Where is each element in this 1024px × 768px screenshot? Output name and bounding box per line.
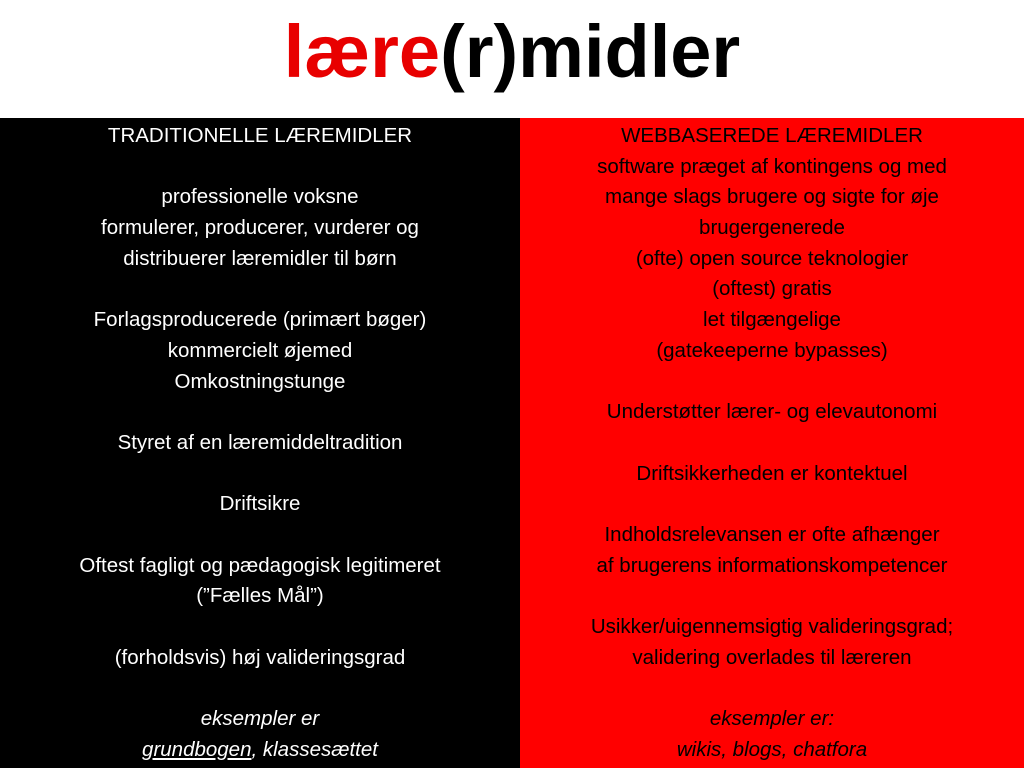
left-examples-rest: , klassesættet bbox=[251, 737, 378, 761]
right-text: Driftsikkerheden er kontektuel bbox=[636, 461, 908, 485]
right-heading: WEBBASEREDE LÆREMIDLER bbox=[621, 124, 923, 147]
right-text: brugergenerede bbox=[699, 216, 845, 240]
left-text: Styret af en læremiddeltradition bbox=[117, 430, 403, 454]
right-text: (gatekeeperne bypasses) bbox=[656, 338, 888, 362]
slide-title bbox=[0, 0, 1024, 118]
right-text: Usikker/uigennemsigtig valideringsgrad; bbox=[590, 615, 954, 638]
left-text: Driftsikre bbox=[219, 492, 301, 516]
right-text: Indholdsrelevansen er ofte afhænger bbox=[604, 522, 940, 546]
left-text: kommercielt øjemed bbox=[167, 338, 353, 362]
left-text: (”Fælles Mål”) bbox=[196, 584, 324, 608]
left-heading: TRADITIONELLE LÆREMIDLER bbox=[107, 124, 413, 147]
web-column bbox=[520, 118, 1024, 768]
right-examples-label: eksempler er: bbox=[709, 707, 835, 731]
right-text: Understøtter lærer- og elevautonomi bbox=[606, 400, 938, 424]
right-text: mange slags brugere og sigte for øje bbox=[605, 185, 939, 209]
right-examples: wikis, blogs, chatfora bbox=[676, 737, 868, 761]
right-text: af brugerens informationskompetencer bbox=[596, 553, 948, 577]
left-text: professionelle voksne bbox=[161, 185, 359, 209]
left-text: Forlagsproducerede (primært bøger) bbox=[93, 308, 427, 332]
right-text: validering overlades til læreren bbox=[632, 645, 912, 669]
right-text: (ofte) open source teknologier bbox=[635, 246, 909, 270]
left-text: Oftest fagligt og pædagogisk legitimeret bbox=[79, 553, 441, 577]
right-text: (oftest) gratis bbox=[712, 277, 832, 301]
left-examples bbox=[0, 735, 520, 766]
left-text: formulerer, producerer, vurderer og bbox=[101, 216, 419, 240]
left-text: Omkostningstunge bbox=[174, 369, 346, 393]
right-text: let tilgængelige bbox=[703, 308, 841, 332]
left-examples-label: eksempler er bbox=[200, 707, 320, 731]
title-red-part: lære bbox=[283, 10, 441, 93]
right-text: software præget af kontingens og med bbox=[597, 154, 947, 178]
left-text: distribuerer læremidler til børn bbox=[123, 246, 397, 270]
traditional-column bbox=[0, 118, 520, 768]
left-examples-underlined: grundbogen bbox=[142, 737, 252, 761]
left-text: (forholdsvis) høj valideringsgrad bbox=[114, 645, 406, 669]
title-black-part: (r)midler bbox=[440, 10, 741, 93]
